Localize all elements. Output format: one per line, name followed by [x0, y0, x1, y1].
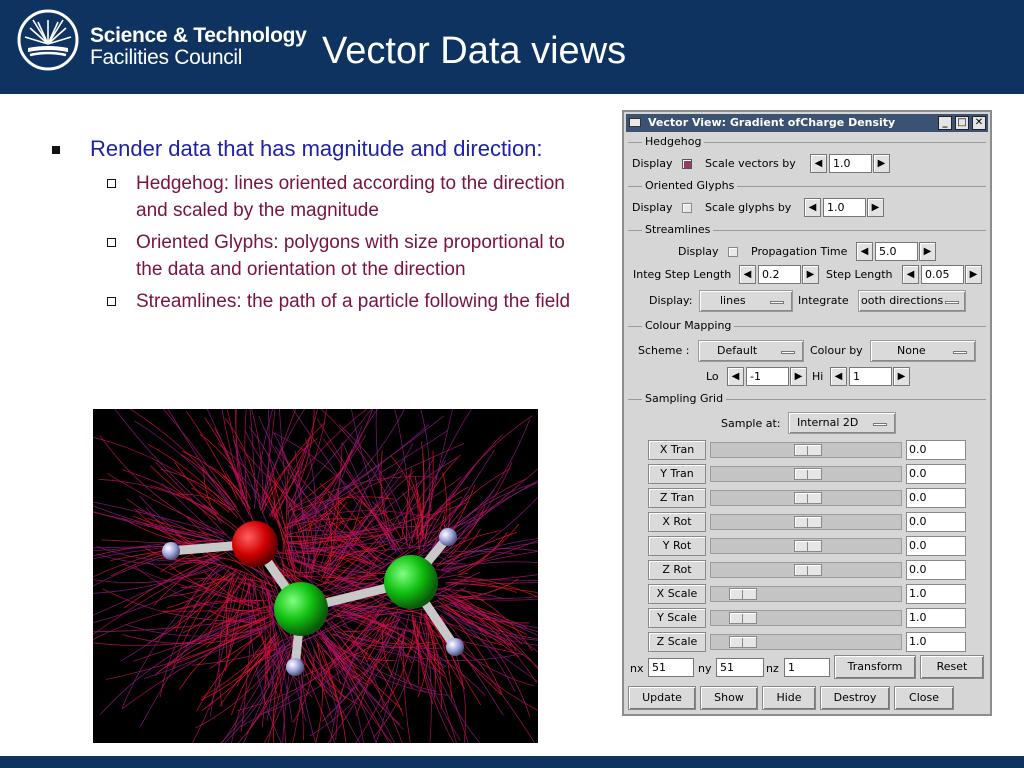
slider-value-input[interactable]: 0.0	[906, 536, 966, 556]
slider-value-input[interactable]: 1.0	[906, 608, 966, 628]
vector-view-dialog	[622, 110, 992, 716]
slider-thumb[interactable]	[794, 516, 822, 528]
glyphs-display-checkbox[interactable]	[682, 203, 692, 213]
slider-track[interactable]	[710, 442, 902, 458]
ny-label: ny	[698, 662, 712, 675]
colour-mapping-group	[628, 319, 986, 332]
integ-step-input[interactable]: 0.2	[758, 265, 801, 284]
hedgehog-group	[628, 135, 986, 148]
streamlines-display-checkbox[interactable]	[728, 247, 738, 257]
lo-label: Lo	[706, 370, 719, 383]
sample-at-value: Internal 2D	[797, 416, 859, 429]
sample-at-dropdown[interactable]	[788, 412, 896, 434]
step-length-decrement-icon[interactable]: ◀	[902, 265, 919, 284]
display-mode-dropdown[interactable]	[699, 290, 793, 312]
propagation-increment-icon[interactable]: ▶	[919, 242, 936, 261]
slider-value-input[interactable]: 0.0	[906, 464, 966, 484]
hi-decrement-icon[interactable]: ◀	[830, 367, 847, 386]
hedgehog-scale-input[interactable]: 1.0	[829, 154, 872, 173]
bullet-main	[52, 134, 582, 164]
slide-title: Vector Data views	[322, 30, 627, 72]
hydrogen-atom	[439, 528, 457, 546]
slider-thumb[interactable]	[794, 492, 822, 504]
integ-step-label: Integ Step Length	[633, 268, 732, 281]
glyphs-group-label: Oriented Glyphs	[642, 179, 737, 192]
hedgehog-display-label: Display	[632, 157, 673, 170]
destroy-button[interactable]: Destroy	[820, 686, 890, 710]
scheme-label: Scheme :	[638, 344, 690, 357]
hollow-square-bullet-icon	[107, 179, 116, 188]
scheme-dropdown[interactable]	[698, 340, 804, 362]
oxygen-atom	[232, 521, 278, 567]
sub-bullet	[52, 170, 582, 224]
hydrogen-atom	[286, 658, 304, 676]
slider-track[interactable]	[710, 466, 902, 482]
integrate-dropdown[interactable]	[858, 290, 966, 312]
footer-bar	[0, 756, 1024, 768]
hydrogen-atom	[446, 638, 464, 656]
lo-decrement-icon[interactable]: ◀	[727, 367, 744, 386]
slider-label-button[interactable]: X Tran	[648, 440, 706, 460]
colour-mapping-group-label: Colour Mapping	[642, 319, 734, 332]
hi-input[interactable]: 1	[849, 367, 892, 386]
molecule-streamline-image	[93, 409, 538, 743]
slider-track[interactable]	[710, 490, 902, 506]
slider-track[interactable]	[710, 610, 902, 626]
slider-track[interactable]	[710, 634, 902, 650]
hydrogen-atom	[162, 542, 180, 560]
lo-input[interactable]: -1	[746, 367, 789, 386]
slider-label-button[interactable]: X Rot	[648, 512, 706, 532]
slider-label-button[interactable]: Y Rot	[648, 536, 706, 556]
hedgehog-scale-increment-icon[interactable]: ▶	[873, 154, 890, 173]
transform-button[interactable]: Transform	[834, 655, 916, 679]
streamlines-display-label: Display	[678, 245, 719, 258]
dropdown-indicator-icon	[873, 423, 887, 426]
slider-value-input[interactable]: 1.0	[906, 584, 966, 604]
slider-track[interactable]	[710, 586, 902, 602]
minimize-icon[interactable]: _	[938, 116, 952, 130]
hedgehog-group-label: Hedgehog	[642, 135, 704, 148]
colour-by-dropdown[interactable]	[870, 340, 976, 362]
slider-track[interactable]	[710, 538, 902, 554]
slider-thumb[interactable]	[794, 564, 822, 576]
step-length-input[interactable]: 0.05	[921, 265, 964, 284]
propagation-decrement-icon[interactable]: ◀	[856, 242, 873, 261]
square-bullet-icon	[52, 146, 60, 154]
logo-text-line2: Facilities Council	[90, 46, 243, 69]
slider-track[interactable]	[710, 514, 902, 530]
close-window-icon[interactable]: ✕	[972, 116, 986, 130]
slider-thumb[interactable]	[794, 468, 822, 480]
step-length-increment-icon[interactable]: ▶	[965, 265, 982, 284]
glyphs-scale-input[interactable]: 1.0	[823, 198, 866, 217]
hide-button[interactable]: Hide	[762, 686, 816, 710]
sample-at-label: Sample at:	[721, 417, 781, 430]
slider-label-button[interactable]: Z Tran	[648, 488, 706, 508]
nz-input[interactable]: 1	[784, 658, 830, 677]
hollow-square-bullet-icon	[107, 297, 116, 306]
hi-label: Hi	[812, 370, 824, 383]
dropdown-indicator-icon	[781, 351, 795, 354]
glyphs-group	[628, 179, 986, 192]
show-button[interactable]: Show	[700, 686, 758, 710]
colour-by-label: Colour by	[810, 344, 863, 357]
slider-thumb[interactable]	[794, 540, 822, 552]
slider-value-input[interactable]: 1.0	[906, 632, 966, 652]
nz-label: nz	[766, 662, 779, 675]
slider-label-button[interactable]: Y Tran	[648, 464, 706, 484]
ny-input[interactable]: 51	[716, 658, 764, 677]
update-button[interactable]: Update	[628, 686, 696, 710]
display-mode-label: Display:	[649, 294, 693, 307]
carbon-atom	[384, 555, 438, 609]
hollow-square-bullet-icon	[107, 238, 116, 247]
slider-value-input[interactable]: 0.0	[906, 560, 966, 580]
hi-increment-icon[interactable]: ▶	[893, 367, 910, 386]
glyphs-scale-label: Scale glyphs by	[705, 201, 792, 214]
step-length-label: Step Length	[826, 268, 893, 281]
slider-thumb[interactable]	[729, 612, 757, 624]
propagation-time-label: Propagation Time	[751, 245, 848, 258]
display-mode-value: lines	[720, 294, 746, 307]
slider-label-button[interactable]: Z Rot	[648, 560, 706, 580]
slider-thumb[interactable]	[729, 588, 757, 600]
stfc-logo-icon	[16, 8, 80, 72]
sampling-grid-group-label: Sampling Grid	[642, 392, 726, 405]
slider-thumb[interactable]	[794, 444, 822, 456]
sub-bullet-text: Oriented Glyphs: polygons with size proportional to the data and orientation ot the direction	[136, 232, 565, 280]
dropdown-indicator-icon	[953, 351, 967, 354]
integ-step-decrement-icon[interactable]: ◀	[739, 265, 756, 284]
colour-by-value: None	[897, 344, 926, 357]
lo-increment-icon[interactable]: ▶	[790, 367, 807, 386]
slider-value-input[interactable]: 0.0	[906, 488, 966, 508]
maximize-icon[interactable]: □	[955, 116, 969, 130]
nx-label: nx	[630, 662, 644, 675]
logo-text-line1: Science & Technology	[90, 24, 307, 47]
close-button[interactable]: Close	[894, 686, 954, 710]
dropdown-indicator-icon	[770, 301, 784, 304]
propagation-time-input[interactable]: 5.0	[875, 242, 918, 261]
slider-value-input[interactable]: 0.0	[906, 440, 966, 460]
slider-value-input[interactable]: 0.0	[906, 512, 966, 532]
slider-label-button[interactable]: Z Scale	[648, 632, 706, 652]
sub-bullet	[52, 288, 582, 315]
hedgehog-scale-decrement-icon[interactable]: ◀	[810, 154, 827, 173]
glyphs-display-label: Display	[632, 201, 673, 214]
sub-bullet	[52, 229, 582, 283]
hedgehog-display-checkbox[interactable]	[682, 159, 692, 169]
streamlines-group	[628, 223, 986, 236]
glyphs-scale-increment-icon[interactable]: ▶	[867, 198, 884, 217]
slider-label-button[interactable]: X Scale	[648, 584, 706, 604]
slider-label-button[interactable]: Y Scale	[648, 608, 706, 628]
scheme-value: Default	[717, 344, 758, 357]
dialog-title: Vector View: Gradient ofCharge Density	[648, 116, 896, 129]
integrate-value: ooth directions	[861, 294, 944, 307]
slider-thumb[interactable]	[729, 636, 757, 648]
hedgehog-scale-label: Scale vectors by	[705, 157, 796, 170]
streamlines-group-label: Streamlines	[642, 223, 713, 236]
slider-track[interactable]	[710, 562, 902, 578]
integrate-label: Integrate	[798, 294, 849, 307]
streamline-render	[93, 409, 538, 743]
bullet-list	[52, 134, 582, 320]
nx-input[interactable]: 51	[648, 658, 694, 677]
sub-bullet-text: Streamlines: the path of a particle following the field	[136, 291, 571, 312]
bullet-main-text: Render data that has magnitude and direction:	[90, 136, 543, 161]
sub-bullet-text: Hedgehog: lines oriented according to the direction and scaled by the magnitude	[136, 173, 565, 221]
glyphs-scale-decrement-icon[interactable]: ◀	[804, 198, 821, 217]
header-bar	[0, 0, 1024, 94]
carbon-atom	[274, 582, 328, 636]
sampling-grid-group	[628, 392, 986, 405]
integ-step-increment-icon[interactable]: ▶	[802, 265, 819, 284]
dropdown-indicator-icon	[945, 301, 959, 304]
reset-button[interactable]: Reset	[920, 655, 984, 679]
